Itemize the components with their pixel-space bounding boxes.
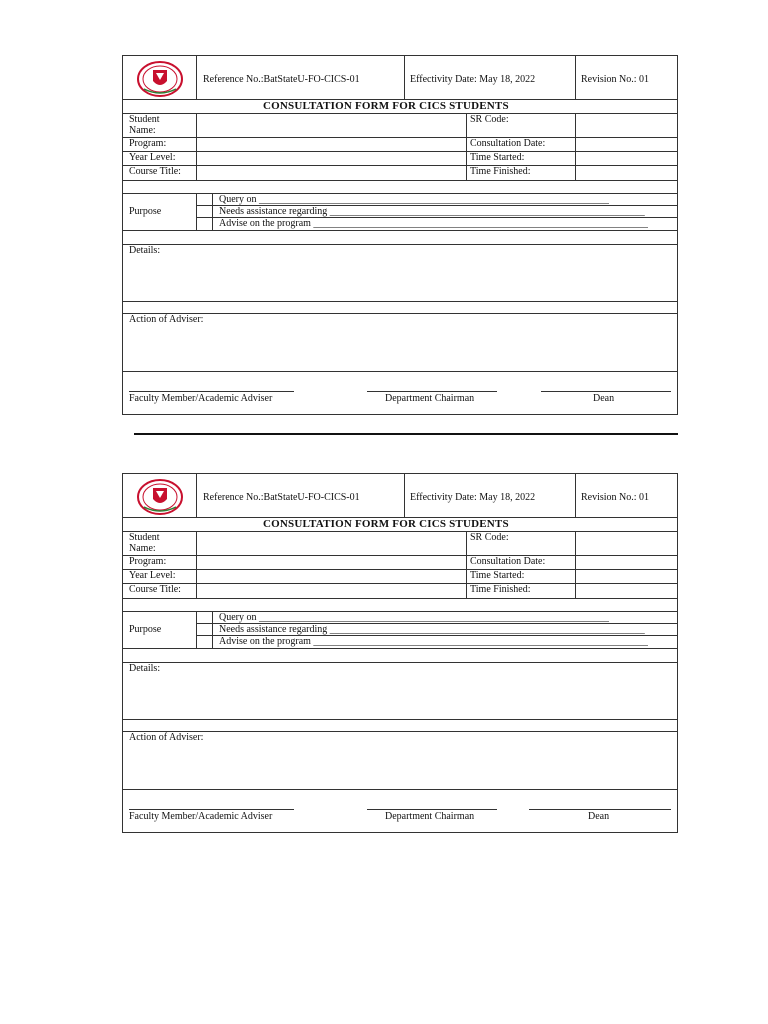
time-finished-field[interactable] xyxy=(576,166,676,179)
time-started-field[interactable] xyxy=(576,152,676,164)
purpose-checkbox-query[interactable] xyxy=(197,612,212,623)
consultation-form-2 xyxy=(122,473,678,833)
time-finished-label: Time Finished: xyxy=(470,584,531,595)
details-field[interactable] xyxy=(124,256,676,300)
consultation-date-label: Consultation Date: xyxy=(470,556,546,567)
purpose-option-assistance: Needs assistance regarding _______________________________________________________________ xyxy=(219,206,645,217)
purpose-label: Purpose xyxy=(129,624,162,635)
dean-signature-line[interactable] xyxy=(529,809,671,810)
purpose-option-advise: Advise on the program ___________________________________________________________________ xyxy=(219,218,649,229)
year-level-field[interactable] xyxy=(197,570,465,582)
purpose-checkbox-advise[interactable] xyxy=(197,636,212,647)
effectivity-date: Effectivity Date: May 18, 2022 xyxy=(410,74,536,85)
name-label: Name: xyxy=(129,543,156,554)
consultation-date-field[interactable] xyxy=(576,138,676,150)
course-title-field[interactable] xyxy=(197,166,465,179)
dean-signatory: Dean xyxy=(588,811,610,822)
reference-number: Reference No.:BatStateU-FO-CICS-01 xyxy=(203,74,360,85)
dean-signatory: Dean xyxy=(593,393,615,404)
chairman-signatory: Department Chairman xyxy=(385,393,475,404)
details-label: Details: xyxy=(129,663,161,674)
action-of-adviser-field[interactable] xyxy=(124,744,676,788)
sr-code-label: SR Code: xyxy=(470,532,509,543)
purpose-checkbox-assistance[interactable] xyxy=(197,624,212,635)
form-title: CONSULTATION FORM FOR CICS STUDENTS xyxy=(263,100,509,112)
course-title-label: Course Title: xyxy=(129,584,181,595)
year-level-field[interactable] xyxy=(197,152,465,164)
purpose-label: Purpose xyxy=(129,206,162,217)
revision-number: Revision No.: 01 xyxy=(581,74,650,85)
revision-number: Revision No.: 01 xyxy=(581,492,650,503)
faculty-signature-line[interactable] xyxy=(129,391,294,392)
purpose-option-query: Query on ______________________________________________________________________ xyxy=(219,194,609,205)
program-label: Program: xyxy=(129,556,167,567)
purpose-checkbox-query[interactable] xyxy=(197,194,212,205)
program-field[interactable] xyxy=(197,556,465,568)
university-seal-logo xyxy=(136,479,184,515)
cut-line-divider xyxy=(134,433,678,435)
course-title-label: Course Title: xyxy=(129,166,181,177)
faculty-signatory: Faculty Member/Academic Adviser xyxy=(129,393,273,404)
chairman-signatory: Department Chairman xyxy=(385,811,475,822)
details-label: Details: xyxy=(129,245,161,256)
student-label: Student xyxy=(129,114,160,125)
action-of-adviser-label: Action of Adviser: xyxy=(129,314,204,325)
time-started-label: Time Started: xyxy=(470,570,525,581)
sr-code-field[interactable] xyxy=(576,114,676,136)
chairman-signature-line[interactable] xyxy=(367,809,497,810)
purpose-option-advise: Advise on the program ___________________________________________________________________ xyxy=(219,636,649,647)
time-started-field[interactable] xyxy=(576,570,676,582)
time-finished-label: Time Finished: xyxy=(470,166,531,177)
program-label: Program: xyxy=(129,138,167,149)
faculty-signatory: Faculty Member/Academic Adviser xyxy=(129,811,273,822)
program-field[interactable] xyxy=(197,138,465,150)
sr-code-field[interactable] xyxy=(576,532,676,554)
consultation-date-field[interactable] xyxy=(576,556,676,568)
purpose-checkbox-advise[interactable] xyxy=(197,218,212,229)
consultation-date-label: Consultation Date: xyxy=(470,138,546,149)
purpose-option-assistance: Needs assistance regarding _______________________________________________________________ xyxy=(219,624,645,635)
chairman-signature-line[interactable] xyxy=(367,391,497,392)
purpose-option-query: Query on ______________________________________________________________________ xyxy=(219,612,609,623)
university-seal-logo xyxy=(136,61,184,97)
action-of-adviser-field[interactable] xyxy=(124,326,676,370)
dean-signature-line[interactable] xyxy=(541,391,671,392)
student-name-field[interactable] xyxy=(197,532,465,554)
name-label: Name: xyxy=(129,125,156,136)
year-level-label: Year Level: xyxy=(129,152,176,163)
consultation-form-1 xyxy=(122,55,678,415)
action-of-adviser-label: Action of Adviser: xyxy=(129,732,204,743)
form-title: CONSULTATION FORM FOR CICS STUDENTS xyxy=(263,518,509,530)
details-field[interactable] xyxy=(124,674,676,718)
student-name-field[interactable] xyxy=(197,114,465,136)
faculty-signature-line[interactable] xyxy=(129,809,294,810)
sr-code-label: SR Code: xyxy=(470,114,509,125)
time-finished-field[interactable] xyxy=(576,584,676,597)
time-started-label: Time Started: xyxy=(470,152,525,163)
student-label: Student xyxy=(129,532,160,543)
effectivity-date: Effectivity Date: May 18, 2022 xyxy=(410,492,536,503)
reference-number: Reference No.:BatStateU-FO-CICS-01 xyxy=(203,492,360,503)
year-level-label: Year Level: xyxy=(129,570,176,581)
purpose-checkbox-assistance[interactable] xyxy=(197,206,212,217)
course-title-field[interactable] xyxy=(197,584,465,597)
